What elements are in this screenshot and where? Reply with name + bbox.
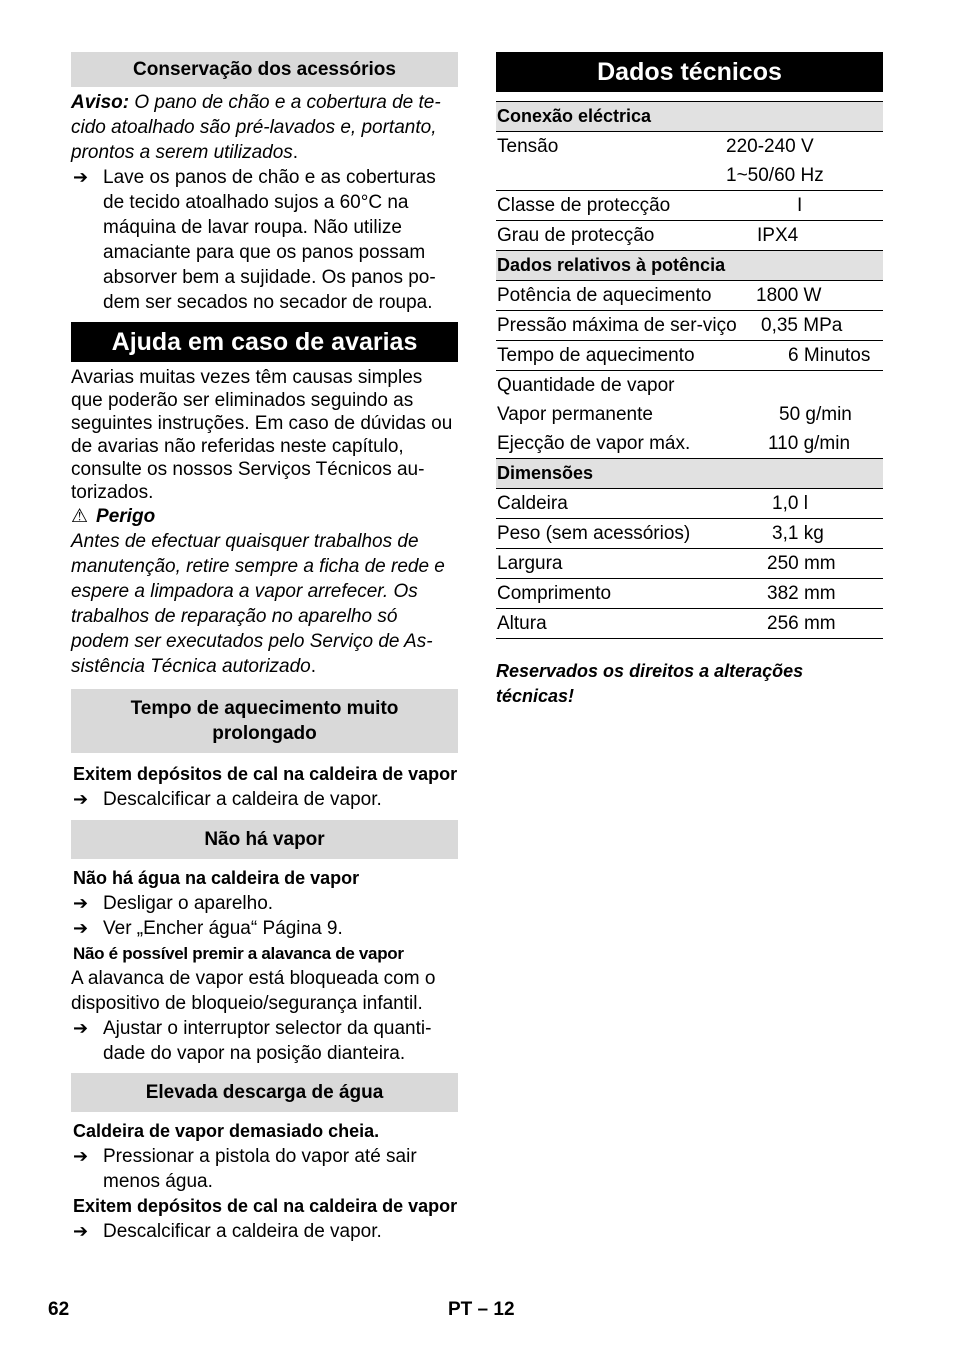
cause-heading: Caldeira de vapor demasiado cheia. <box>73 1121 380 1141</box>
table-section-header: Dados relativos à potência <box>496 251 883 281</box>
cause-heading: Exitem depósitos de cal na caldeira de vapor <box>73 1196 458 1216</box>
action-text: Descalcificar a caldeira de vapor. <box>103 789 382 810</box>
action-item <box>71 916 458 941</box>
warning-label: Perigo <box>96 506 156 527</box>
page-label: PT – 12 <box>448 1299 515 1320</box>
rights-reserved-note: Reservados os direitos a alterações técnicas! <box>496 661 804 706</box>
table-row: Caldeira 1,0 l <box>496 489 883 519</box>
table-row: Potência de aquecimento 1800 W <box>496 281 883 311</box>
warning-paragraph <box>71 529 458 679</box>
action-text: Desligar o aparelho. <box>103 893 274 914</box>
action-text: Ver „Encher água“ Página 9. <box>103 918 343 939</box>
table-row: Grau de protecção IPX4 <box>496 221 883 251</box>
section-title-dados-tecnicos: Dados técnicos <box>496 52 883 92</box>
warning-end: . <box>310 656 317 677</box>
right-arrow-icon: ➔ <box>73 789 89 809</box>
right-arrow-icon: ➔ <box>73 1018 89 1038</box>
table-row: Ejecção de vapor máx. 110 g/min <box>496 429 883 459</box>
warning-text: Antes de efectuar quaisquer trabalhos de manutenção, retire sempre a ficha de rede e espere a limpadora a vapor arrefecer. Os trabalhos de reparação no aparelho só podem ser executados pelo Serviço de As-sistência Técnica autorizado <box>71 531 445 677</box>
warning-heading <box>71 504 458 529</box>
table-section-header: Conexão eléctrica <box>496 102 883 132</box>
table-row: Peso (sem acessórios) 3,1 kg <box>496 519 883 549</box>
action-item <box>71 787 458 812</box>
instruction-text: Lave os panos de chão e as coberturas de tecido atoalhado sujos a 60°C na máquina de lavar roupa. Não utilize amaciante para que os panos possam absorver bem a sujidade. Os panos po-dem ser secados no secador de roupa. <box>103 167 436 313</box>
action-item <box>71 1144 458 1194</box>
cause-explanation: A alavanca de vapor está bloqueada com o dispositivo de bloqueio/segurança infantil. <box>71 968 436 1014</box>
instruction-item <box>71 165 458 315</box>
right-column <box>496 52 883 709</box>
section-title-elevada: Elevada descarga de água <box>71 1073 458 1112</box>
table-row: Quantidade de vapor <box>497 375 675 396</box>
section-title-nao-ha-vapor: Não há vapor <box>71 820 458 859</box>
table-section-header: Dimensões <box>496 459 883 489</box>
page-number: 62 <box>48 1299 70 1320</box>
right-arrow-icon: ➔ <box>73 893 89 913</box>
warning-triangle-icon: ⚠ <box>71 506 89 527</box>
action-text: Pressionar a pistola do vapor até sair menos água. <box>103 1146 417 1192</box>
table-row: Comprimento 382 mm <box>496 579 883 609</box>
left-column <box>71 52 458 1244</box>
table-row: Pressão máxima de ser-viço 0,35 MPa <box>496 311 883 341</box>
table-row: Vapor permanente 50 g/min <box>497 404 852 425</box>
action-item <box>71 1016 458 1066</box>
note-text: O pano de chão e a cobertura de te-cido atoalhado são pré-lavados e, portanto, prontos a serem utilizados <box>71 92 441 163</box>
action-item <box>71 1219 458 1244</box>
cause-heading: Não há água na caldeira de vapor <box>73 868 360 888</box>
section-title-ajuda: Ajuda em caso de avarias <box>71 322 458 362</box>
cause-heading: Não é possível premir a alavanca de vapor <box>73 944 404 963</box>
table-row: Tempo de aquecimento 6 Minutos <box>496 341 883 371</box>
section-title-tempo: Tempo de aquecimento muito prolongado <box>71 689 458 753</box>
action-text: Descalcificar a caldeira de vapor. <box>103 1221 382 1242</box>
right-arrow-icon: ➔ <box>73 1221 89 1241</box>
table-row: Tensão 220-240 V <box>497 136 814 157</box>
table-row: Altura 256 mm <box>496 609 883 639</box>
table-row: Classe de protecção I <box>496 191 883 221</box>
cause-heading: Exitem depósitos de cal na caldeira de vapor <box>73 764 458 784</box>
right-arrow-icon: ➔ <box>73 918 89 938</box>
action-item <box>71 891 458 916</box>
troubleshooting-intro: Avarias muitas vezes têm causas simples que poderão ser eliminados seguindo as seguintes instruções. Em caso de dúvidas ou de avarias não referidas neste capítulo, consulte os nossos Serviços Técnicos au-torizados. <box>71 367 453 503</box>
section-title-conservacao: Conservação dos acessórios <box>71 52 458 87</box>
note-paragraph <box>71 90 458 165</box>
right-arrow-icon: ➔ <box>73 167 89 187</box>
table-row: 1~50/60 Hz <box>496 161 883 191</box>
technical-data-table <box>496 101 883 639</box>
right-arrow-icon: ➔ <box>73 1146 89 1166</box>
note-end: . <box>292 142 299 163</box>
table-row: Largura 250 mm <box>496 549 883 579</box>
action-text: Ajustar o interruptor selector da quanti-dade do vapor na posição dianteira. <box>103 1018 432 1064</box>
note-label: Aviso: <box>71 92 130 113</box>
